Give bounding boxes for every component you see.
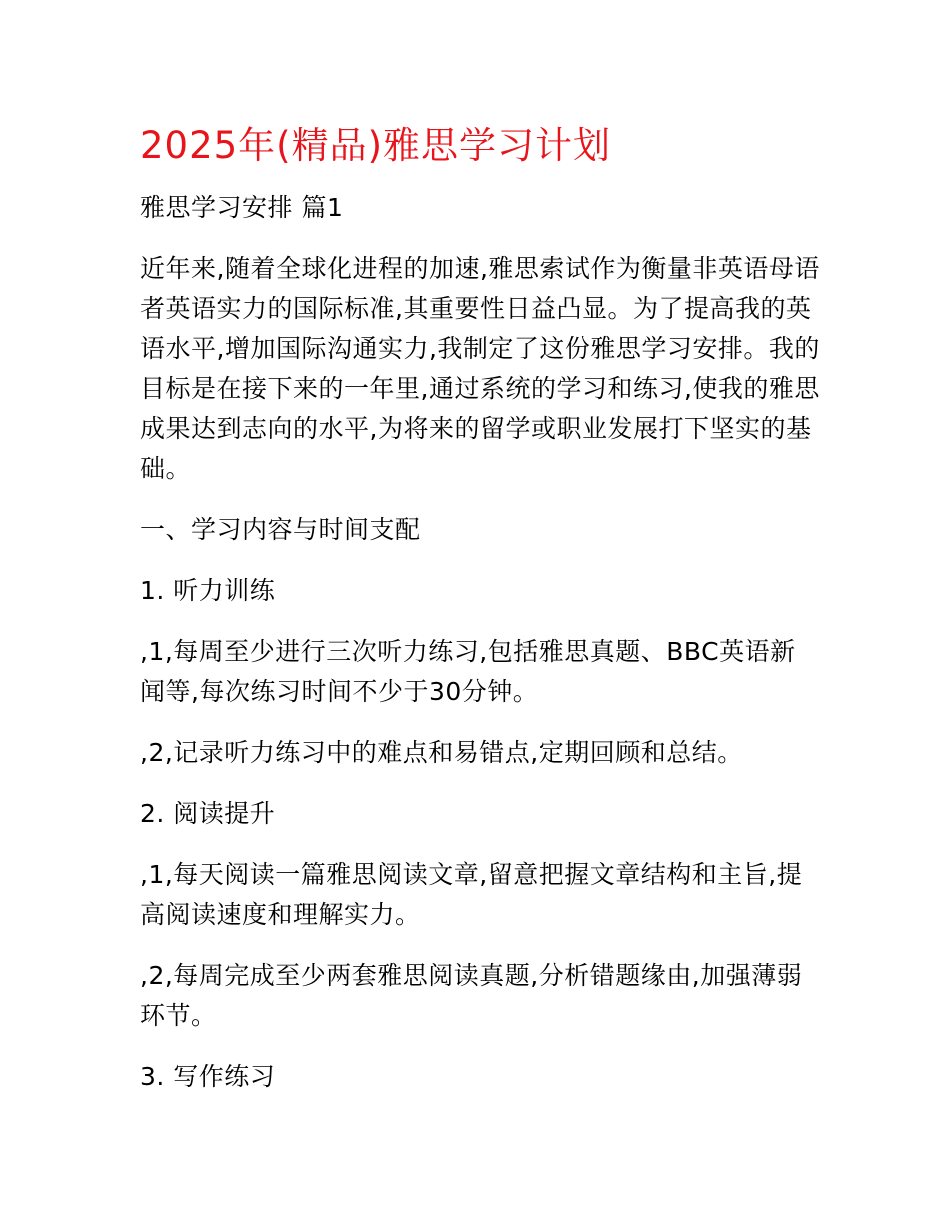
list-item: ,1,每周至少进行三次听力练习,包括雅思真题、BBC英语新闻等,每次练习时间不少于30分钟。 (140, 637, 796, 706)
subsection-heading: 1. 听力训练 (140, 576, 276, 605)
subsection-heading: 2. 阅读提升 (140, 799, 276, 828)
subsection-heading: 3. 写作练习 (140, 1062, 276, 1091)
list-item: ,1,每天阅读一篇雅思阅读文章,留意把握文章结构和主旨,提高阅读速度和理解实力。 (140, 860, 803, 929)
part-heading: 一、学习内容与时间支配 (140, 515, 421, 544)
section-heading: 雅思学习安排 篇1 (140, 193, 344, 222)
intro-paragraph: 近年来,随着全球化进程的加速,雅思索试作为衡量非英语母语者英语实力的国际标准,其重要性日益凸显。为了提高我的英语水平,增加国际沟通实力,我制定了这份雅思学习安排。我的目标是在接下来的一年里,通过系统的学习和练习,使我的雅思成果达到志向的水平,为将来的留学或职业发展打下坚实的基础。 (140, 254, 820, 483)
list-item: ,2,每周完成至少两套雅思阅读真题,分析错题缘由,加强薄弱环节。 (140, 961, 803, 1030)
list-item: ,2,记录听力练习中的难点和易错点,定期回顾和总结。 (140, 738, 743, 767)
document-title: 2025年(精品)雅思学习计划 (140, 124, 612, 167)
document-body (140, 120, 820, 1097)
